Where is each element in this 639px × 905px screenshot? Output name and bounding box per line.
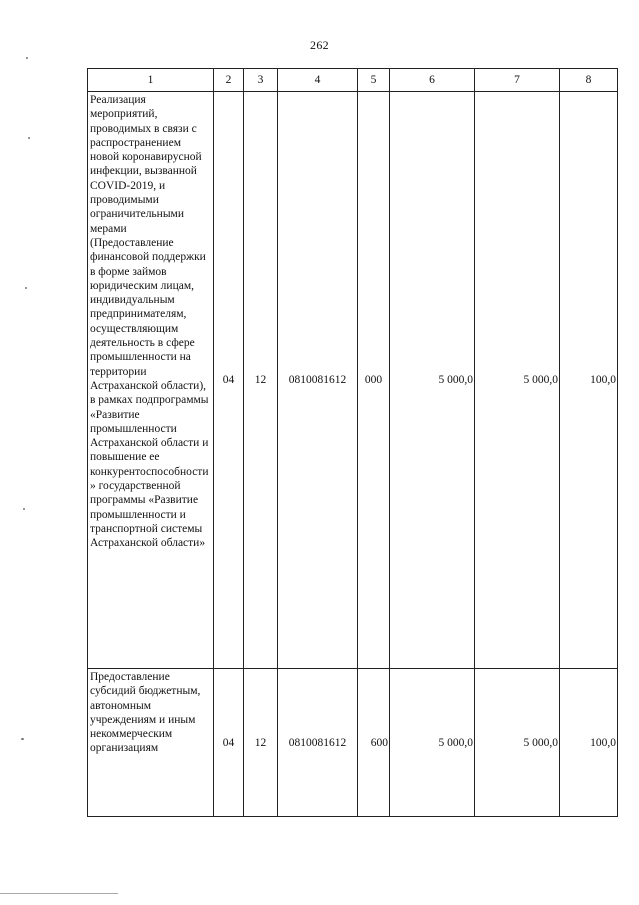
column-header-8: 8 — [560, 69, 618, 92]
column-header-3: 3 — [244, 69, 278, 92]
expense-type-code: 000 — [358, 92, 390, 669]
target-article-code: 0810081612 — [278, 669, 358, 817]
amount-executed: 5 000,0 — [475, 669, 560, 817]
section-code: 04 — [214, 669, 244, 817]
amount-executed: 5 000,0 — [475, 92, 560, 669]
table-row — [88, 92, 618, 669]
column-header-4: 4 — [278, 69, 358, 92]
amount-planned: 5 000,0 — [390, 669, 475, 817]
scan-dot — [25, 287, 27, 289]
subsection-code: 12 — [244, 92, 278, 669]
page-number: 262 — [310, 38, 329, 52]
section-code: 04 — [214, 92, 244, 669]
scan-dot — [21, 738, 24, 740]
subsection-code: 12 — [244, 669, 278, 817]
table-row — [88, 669, 618, 817]
budget-table — [87, 68, 618, 817]
column-header-1: 1 — [88, 69, 214, 92]
column-header-5: 5 — [358, 69, 390, 92]
column-header-7: 7 — [475, 69, 560, 92]
amount-planned: 5 000,0 — [390, 92, 475, 669]
target-article-code: 0810081612 — [278, 92, 358, 669]
execution-percent: 100,0 — [560, 92, 618, 669]
execution-percent: 100,0 — [560, 669, 618, 817]
scan-line — [0, 893, 118, 894]
scan-dot — [26, 57, 28, 59]
column-header-6: 6 — [390, 69, 475, 92]
row-description: Предоставление субсидий бюджетным, автономным учреждениям и иным некоммерческим организациям — [88, 669, 214, 817]
scan-dot — [23, 508, 25, 510]
row-description: Реализация мероприятий, проводимых в связи с распространением новой коронавирусной инфекции, вызванной COVID-2019, и проводимыми ограничительными мерами (Предоставление финансовой поддержки в форме займов юридическим лицам, индивидуальным предпринимателям, осуществляющим деятельность в сфере промышленности на территории Астраханской области), в рамках подпрограммы «Развитие промышленности Астраханской области и повышение ее конкурентоспособности» государственной программы «Развитие промышленности и транспортной системы Астраханской области» — [88, 92, 214, 669]
scan-dot — [28, 137, 30, 139]
expense-type-code: 600 — [358, 669, 390, 817]
column-header-2: 2 — [214, 69, 244, 92]
table-header-row — [88, 69, 618, 92]
